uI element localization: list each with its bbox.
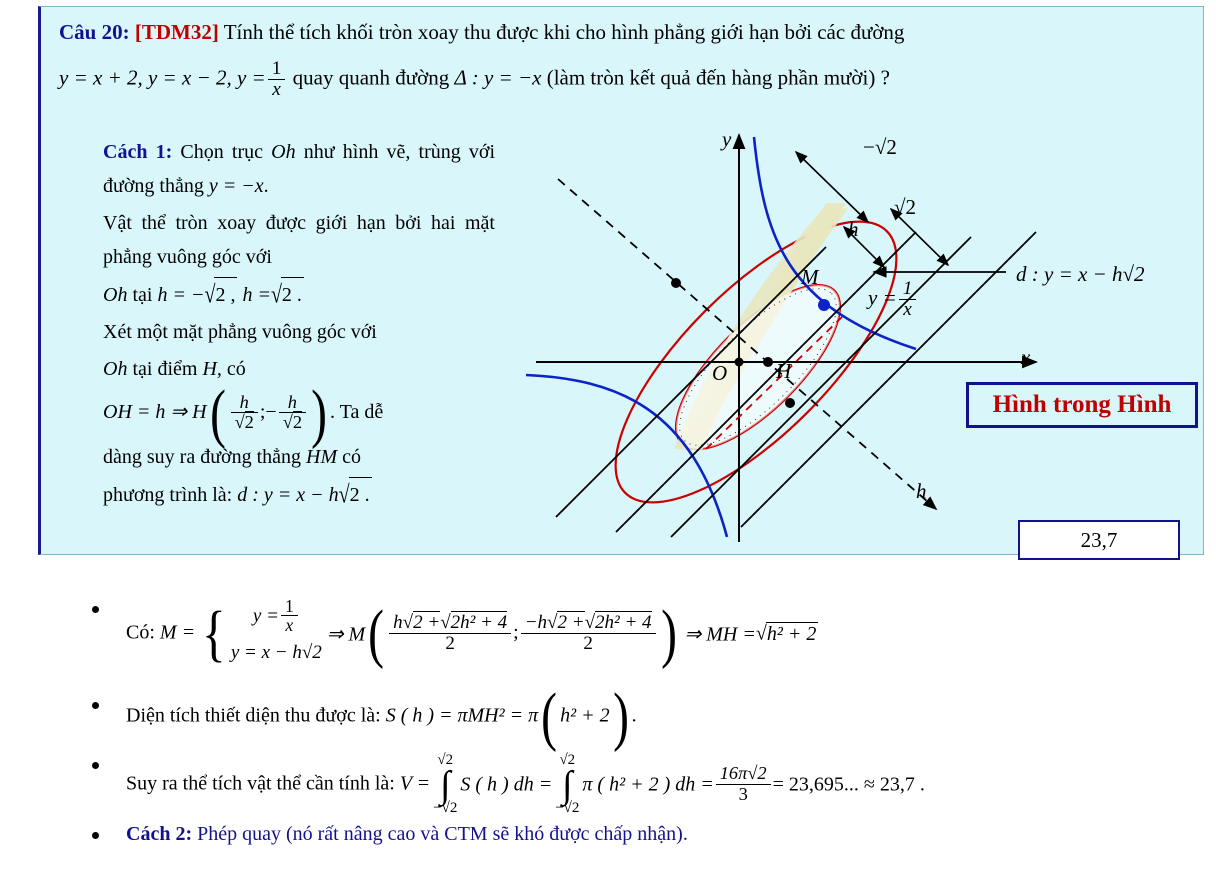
point-dot-M	[818, 299, 830, 311]
geometry-figure	[496, 117, 1196, 547]
step-1-M: M =	[159, 621, 196, 644]
curve-eq-num: 1	[899, 279, 917, 300]
point-dot-lower	[785, 398, 795, 408]
method2-label: Cách 2:	[126, 823, 193, 845]
rotate-text: quay quanh đường	[292, 65, 450, 90]
segment-hm: HM	[306, 446, 338, 469]
method1-label: Cách 1:	[103, 141, 173, 163]
M-x-num-r1: 2 +	[413, 612, 441, 634]
eq-y-label: y =	[236, 65, 266, 90]
frac-den-sqrt2-a: √2	[234, 412, 254, 433]
M-x-num-a: h	[393, 612, 403, 634]
step-2-body	[126, 680, 1132, 753]
label-h-top: h	[848, 217, 859, 241]
left-brace: {	[202, 599, 226, 668]
curve-eq-den: x	[903, 299, 912, 321]
point-dot-upper-left	[671, 278, 681, 288]
left-paren-1: (	[209, 376, 226, 450]
fraction-h-over-sqrt2-a	[231, 393, 258, 433]
step-3-body	[126, 753, 1152, 817]
answer-box	[1018, 520, 1180, 560]
integral-2-lower: −√2	[555, 800, 580, 817]
point-h-letter: H,	[202, 358, 222, 380]
hinh-trong-hinh-box	[966, 382, 1198, 428]
eq-y-neg-x: y = −x	[483, 65, 542, 90]
frac-den-sqrt2-b: √2	[282, 412, 303, 433]
fraction-one-over-x	[268, 59, 286, 101]
question-number: Câu 20:	[59, 20, 130, 44]
line-equation-paragraph	[103, 477, 495, 512]
right-paren-2: )	[660, 597, 677, 671]
bullet-dot-4	[92, 832, 99, 839]
solution-steps	[0, 575, 1216, 870]
M-x-num-r2: 2h² + 4	[450, 612, 508, 634]
integral-2-sign: ∫	[562, 763, 573, 806]
radical-sign-3: √	[338, 481, 350, 509]
oh-equation	[103, 376, 495, 450]
sys-eq1-den: x	[285, 615, 294, 636]
question-second-line	[59, 59, 1189, 101]
step-1-lead: Có:	[126, 621, 155, 644]
right-paren-3: )	[612, 680, 629, 753]
step-1	[92, 597, 1132, 671]
question-panel	[38, 6, 1204, 555]
left-paren-3: (	[541, 680, 558, 753]
at-word: tại	[132, 358, 153, 380]
method1-text-b: như hình vẽ, trùng với đường thẳng	[103, 141, 496, 197]
fraction-h-over-sqrt2-b	[279, 393, 306, 433]
M-y-num-a: −h	[524, 612, 548, 634]
M-y-num-r2: 2h² + 4	[595, 612, 652, 634]
step-3	[92, 753, 1152, 817]
fraction-denominator: x	[272, 79, 281, 101]
sys-eq1-lhs: y =	[252, 605, 279, 627]
fraction-numerator: 1	[268, 59, 286, 80]
delta-symbol: Δ :	[454, 65, 479, 90]
period-1: .	[263, 175, 269, 197]
point-h-paragraph	[103, 352, 495, 386]
method2-text: Phép quay (nó rất nâng cao và CTM sẽ khó được chấp nhận).	[197, 823, 688, 845]
question-text: Tính thể tích khối tròn xoay thu được khi cho hình phẳng giới hạn bởi các đường	[223, 20, 905, 44]
bullet-dot-3	[92, 762, 99, 769]
M-y-num: −h√2 +√2h² + 4	[521, 613, 656, 634]
M-x-coordinate	[389, 613, 511, 654]
label-neg-sqrt2: −√2	[863, 135, 897, 159]
line-d-equation: d : y = x − h	[237, 484, 339, 507]
step-2-period: .	[631, 704, 637, 727]
integral-1-sign: ∫	[440, 763, 451, 806]
step-4	[92, 823, 1132, 846]
radicand-2: 2 .	[281, 277, 304, 312]
equation-is: phương trình là:	[103, 484, 233, 507]
solid-description: Vật thể tròn xoay được giới hạn bởi hai mặt phẳng vuông góc với	[103, 212, 495, 268]
bound-h-neg: h = −	[157, 284, 205, 306]
M-y-coordinate	[521, 613, 656, 654]
label-sqrt2: √2	[894, 195, 917, 219]
has-word-2: có	[342, 446, 362, 469]
eq-y-x-minus-2: y = x − 2,	[147, 65, 232, 90]
radicand-3: 2 .	[349, 477, 372, 512]
integral-1-lower: −√2	[433, 800, 458, 817]
method1-paragraph	[103, 135, 495, 203]
M-y-num-r1: 2 +	[557, 612, 585, 634]
radical-sign-4: √	[755, 622, 767, 645]
question-heading	[59, 17, 1189, 47]
question-code: [TDM32]	[134, 20, 219, 44]
derive-text: dàng suy ra đường thẳng	[103, 446, 302, 469]
step-1-implies: ⇒ M	[326, 623, 366, 646]
curve-eq-lhs: y =	[868, 285, 897, 310]
cross-section-text: Xét một mặt phẳng vuông góc với	[103, 321, 377, 343]
separator-semicolon: ;−	[259, 401, 277, 423]
radicand-4: h² + 2	[766, 622, 817, 645]
coord-separator: ;	[513, 621, 519, 644]
integral-1	[433, 753, 457, 817]
M-y-den: 2	[583, 633, 593, 654]
M-x-den: 2	[445, 633, 455, 654]
step-2-paren-content: h² + 2	[560, 704, 610, 727]
hinh-trong-hinh-text: Hình trong Hình	[992, 391, 1172, 418]
oh-tail: . Ta dễ	[330, 401, 384, 423]
step-3-mid2: π ( h² + 2 ) dh =	[582, 773, 714, 796]
axis-oh-2: Oh	[103, 284, 128, 306]
eq-y-neg-x-2: y = −x	[208, 175, 264, 197]
system-equations	[231, 597, 322, 671]
radical-sign-2: √	[270, 281, 282, 309]
frac-num-h-b: h	[279, 393, 306, 413]
step-3-V: V =	[399, 772, 431, 795]
point-dot-H	[763, 357, 773, 367]
figure-svg	[496, 117, 1196, 547]
step-2-text: Diện tích thiết diện thu được là:	[126, 704, 381, 727]
y-axis-label: y	[722, 127, 732, 151]
bound-h-pos: h =	[242, 284, 271, 306]
left-paren-2: (	[368, 597, 385, 671]
sys-eq1-num: 1	[281, 597, 298, 616]
method1-text-a: Chọn trục	[180, 141, 264, 163]
M-x-num: h√2 +√2h² + 4	[389, 613, 511, 634]
system-brace-group	[195, 597, 322, 671]
radicand-1: 2 ,	[214, 277, 237, 312]
sys-eq1-fraction	[281, 597, 298, 635]
point-dot-origin	[735, 358, 744, 367]
step-1-result: ⇒ MH =	[684, 623, 756, 646]
step-1-body	[126, 597, 1132, 671]
integral-2-upper: √2	[559, 752, 576, 768]
curve-eq-fraction	[899, 279, 917, 321]
integral-1-upper: √2	[437, 752, 454, 768]
step-3-lead: Suy ra thể tích vật thể cần tính là:	[126, 772, 395, 795]
integral-2	[555, 753, 579, 817]
bounds-at: tại	[132, 284, 153, 306]
axis-oh-3: Oh	[103, 358, 128, 380]
rounding-note: (làm tròn kết quả đến hàng phần mười) ?	[546, 65, 890, 90]
result-fraction	[716, 764, 771, 804]
point-m-label: M	[801, 265, 819, 289]
bullet-dot-2	[92, 702, 99, 709]
origin-label: O	[712, 361, 728, 385]
point-word: điểm	[157, 358, 198, 380]
curve-equation-label	[868, 279, 918, 321]
line-d-label: d : y = x − h√2	[1016, 262, 1145, 286]
step-2	[92, 680, 1132, 753]
bounds-paragraph	[103, 277, 495, 312]
solution-left-column	[103, 135, 495, 515]
axis-oh-1: Oh	[271, 141, 296, 163]
eq-y-x-plus-2: y = x + 2,	[59, 65, 143, 90]
answer-value: 23,7	[1080, 527, 1118, 552]
system-eq-1	[231, 597, 322, 635]
bullet-dot-1	[92, 606, 99, 613]
point-h-label: H	[776, 359, 792, 383]
right-paren-1: )	[311, 376, 327, 450]
result-frac-den: 3	[738, 783, 748, 804]
oh-equals-h: OH = h ⇒ H	[103, 401, 207, 423]
step-2-equation: S ( h ) = πMH² = π	[385, 704, 539, 727]
x-axis-label: x	[1021, 345, 1031, 369]
line-hm-paragraph	[103, 440, 495, 474]
has-word: có	[226, 358, 246, 380]
system-eq-2: y = x − h√2	[230, 641, 322, 663]
step-3-mid1: S ( h ) dh =	[460, 773, 553, 796]
label-h-bottom: h	[916, 479, 927, 503]
step-3-tail: = 23,695... ≈ 23,7 .	[772, 773, 925, 796]
result-frac-num: 16π√2	[716, 764, 771, 784]
radical-sign-1: √	[204, 281, 216, 309]
step-4-body	[126, 823, 1132, 846]
frac-num-h-a: h	[231, 393, 258, 413]
